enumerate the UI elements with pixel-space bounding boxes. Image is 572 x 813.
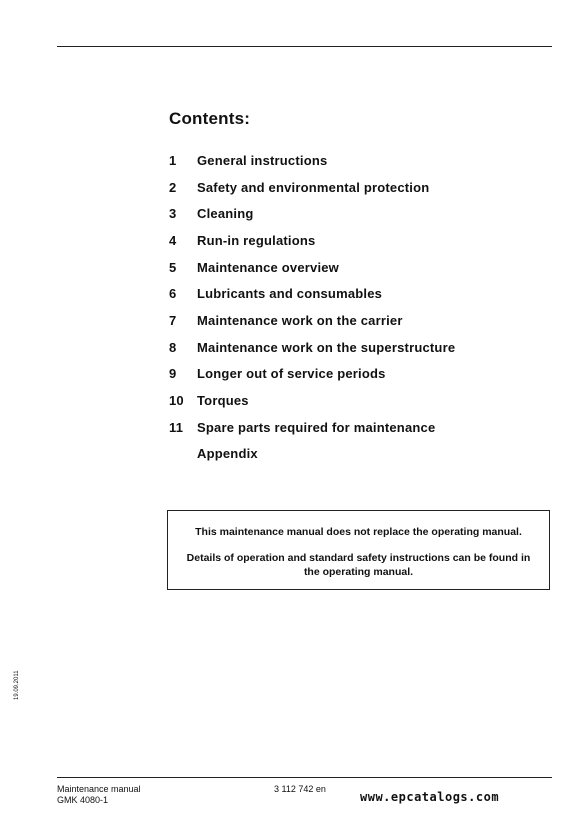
toc-item-number: 3 [169,206,177,222]
toc-item-number: 11 [169,419,184,435]
toc-item-appendix[interactable] [169,441,455,468]
toc-item[interactable] [169,147,455,174]
table-of-contents [169,147,455,467]
footer-doc-type: Maintenance manual [57,784,141,794]
toc-item-title: Cleaning [197,206,254,222]
toc-item-title: Safety and environmental protection [197,179,430,195]
toc-item[interactable] [169,334,455,361]
toc-item-title: Maintenance overview [197,259,339,275]
toc-item-title: Torques [197,393,249,409]
footer-model: GMK 4080-1 [57,795,109,805]
toc-item[interactable] [169,280,455,307]
toc-item-title: Spare parts required for maintenance [197,419,436,435]
toc-item[interactable] [169,361,455,388]
toc-item-number: 5 [169,259,177,275]
notice-line-2: Details of operation and standard safety instructions can be found in the operating manual. [186,552,531,578]
toc-item-number: 2 [169,179,177,195]
footer-doc-number: 3 112 742 en [274,784,326,794]
toc-item-number: 7 [169,312,177,328]
notice-line-1: This maintenance manual does not replace the operating manual. [195,526,522,538]
notice-box [167,510,550,590]
toc-item-title: Maintenance work on the superstructure [197,339,456,355]
toc-item-title: Appendix [197,446,258,462]
toc-item[interactable] [169,307,455,334]
page-title: Contents: [169,109,251,128]
bottom-divider [57,777,552,778]
toc-item-number: 6 [169,286,177,302]
toc-item-title: Longer out of service periods [197,366,386,382]
toc-item-number: 9 [169,366,177,382]
toc-item-title: Maintenance work on the carrier [197,312,403,328]
toc-item-number: 8 [169,339,177,355]
footer-url-link[interactable]: www.epcatalogs.com [360,790,500,804]
toc-item-number: 10 [169,393,184,409]
toc-item-title: General instructions [197,152,328,168]
footer-left [57,784,141,806]
toc-item-number: 1 [169,152,177,168]
toc-item[interactable] [169,387,455,414]
toc-item-number: 4 [169,232,177,248]
toc-item[interactable] [169,414,455,441]
toc-item[interactable] [169,174,455,201]
toc-item[interactable] [169,227,455,254]
toc-item-title: Run-in regulations [197,232,316,248]
toc-item-title: Lubricants and consumables [197,286,383,302]
side-date-stamp: 19.09.2011 [14,670,20,700]
top-divider [57,46,552,47]
toc-item[interactable] [169,200,455,227]
toc-item[interactable] [169,254,455,281]
